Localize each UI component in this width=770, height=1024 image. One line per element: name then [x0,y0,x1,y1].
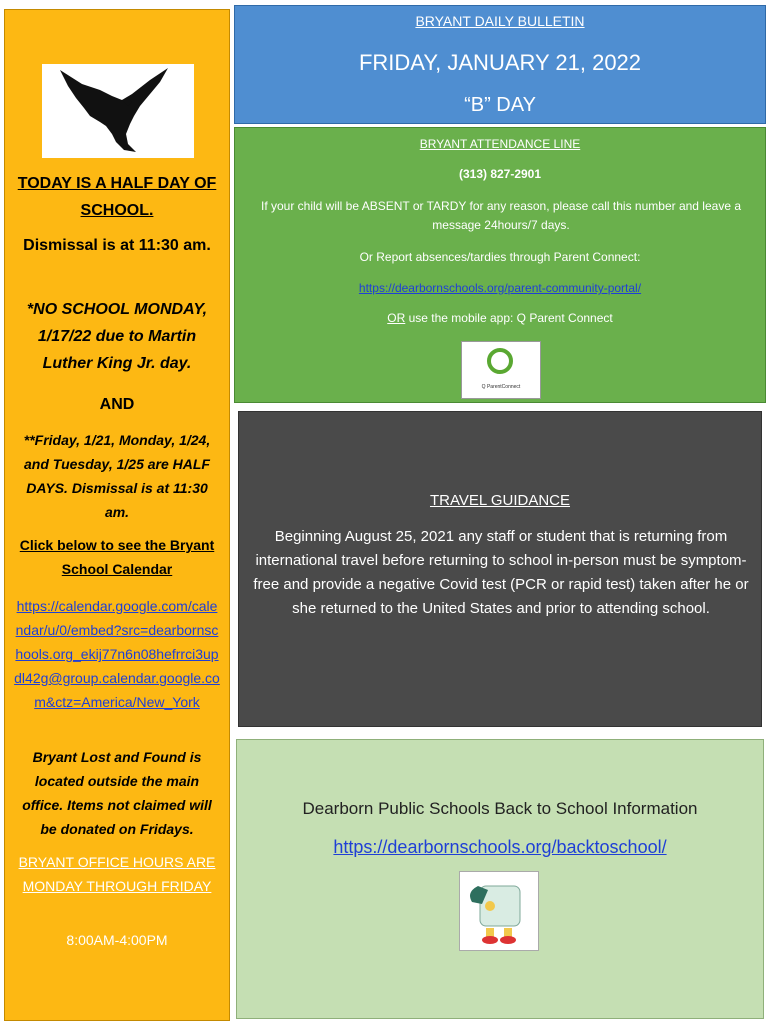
travel-title: TRAVEL GUIDANCE [429,492,571,509]
half-day-title: TODAY IS A HALF DAY OF SCHOOL. [17,175,217,219]
bts-title: Dearborn Public Schools Back to School Information [302,799,698,818]
travel-guidance-section [238,411,762,727]
no-school-notice: *NO SCHOOL MONDAY, 1/17/22 due to Martin Luther King Jr. day. [26,301,208,372]
q-parent-connect-logo [461,341,541,399]
bulletin-title: BRYANT DAILY BULLETIN [415,13,585,29]
attendance-section [234,127,766,403]
report-instructions: Or Report absences/tardies through Parent Connect: [359,250,641,264]
bulletin-header [234,5,766,124]
attendance-phone: (313) 827-2901 [458,167,542,181]
q-logo-text: Q ParentConnect [481,384,521,390]
travel-body: Beginning August 25, 2021 any staff or student that is returning from international travel before returning to school in-person must be symptom-free and provide a negative Covid test (PCR or rapid test) taken after he or she returned to the United States and prior to attending school. [253,528,749,617]
and-label: AND [99,396,135,413]
or-label: OR [387,311,406,325]
day-type: “B” DAY [464,94,536,116]
calendar-prompt: Click below to see the Bryant School Calendar [19,537,215,577]
mobile-app-text: use the mobile app: Q Parent Connect [405,311,613,325]
q-logo-icon [487,348,513,374]
attendance-message: If your child will be ABSENT or TARDY for any reason, please call this number and leave a message 24hours/7 days. [260,199,742,232]
office-hours: 8:00AM-4:00PM [66,932,168,948]
eagle-logo-icon [42,64,194,158]
half-days-notice: **Friday, 1/21, Monday, 1/24, and Tuesday, 1/25 are HALF DAYS. Dismissal is at 11:30 am. [23,432,211,520]
parent-portal-link[interactable]: https://dearbornschools.org/parent-community-portal/ [358,281,642,295]
backpack-mascot-icon [459,871,539,951]
back-to-school-section [236,739,764,1019]
attendance-title: BRYANT ATTENDANCE LINE [419,137,581,151]
bts-link[interactable]: https://dearbornschools.org/backtoschool/ [333,837,667,857]
bulletin-date: FRIDAY, JANUARY 21, 2022 [358,50,642,75]
calendar-link[interactable]: https://calendar.google.com/calendar/u/0/embed?src=dearbornschools.org_ekij77n6n08hefrrci3updl42g@group.calendar.google.com&ctz=America/New_York [14,598,220,710]
sidebar [4,9,230,1021]
office-hours-title: BRYANT OFFICE HOURS ARE MONDAY THROUGH FRIDAY [18,854,216,894]
dismissal-time: Dismissal is at 11:30 am. [23,237,211,254]
lost-and-found: Bryant Lost and Found is located outside the main office. Items not claimed will be donated on Fridays. [22,749,212,837]
mobile-app-line [235,311,765,325]
